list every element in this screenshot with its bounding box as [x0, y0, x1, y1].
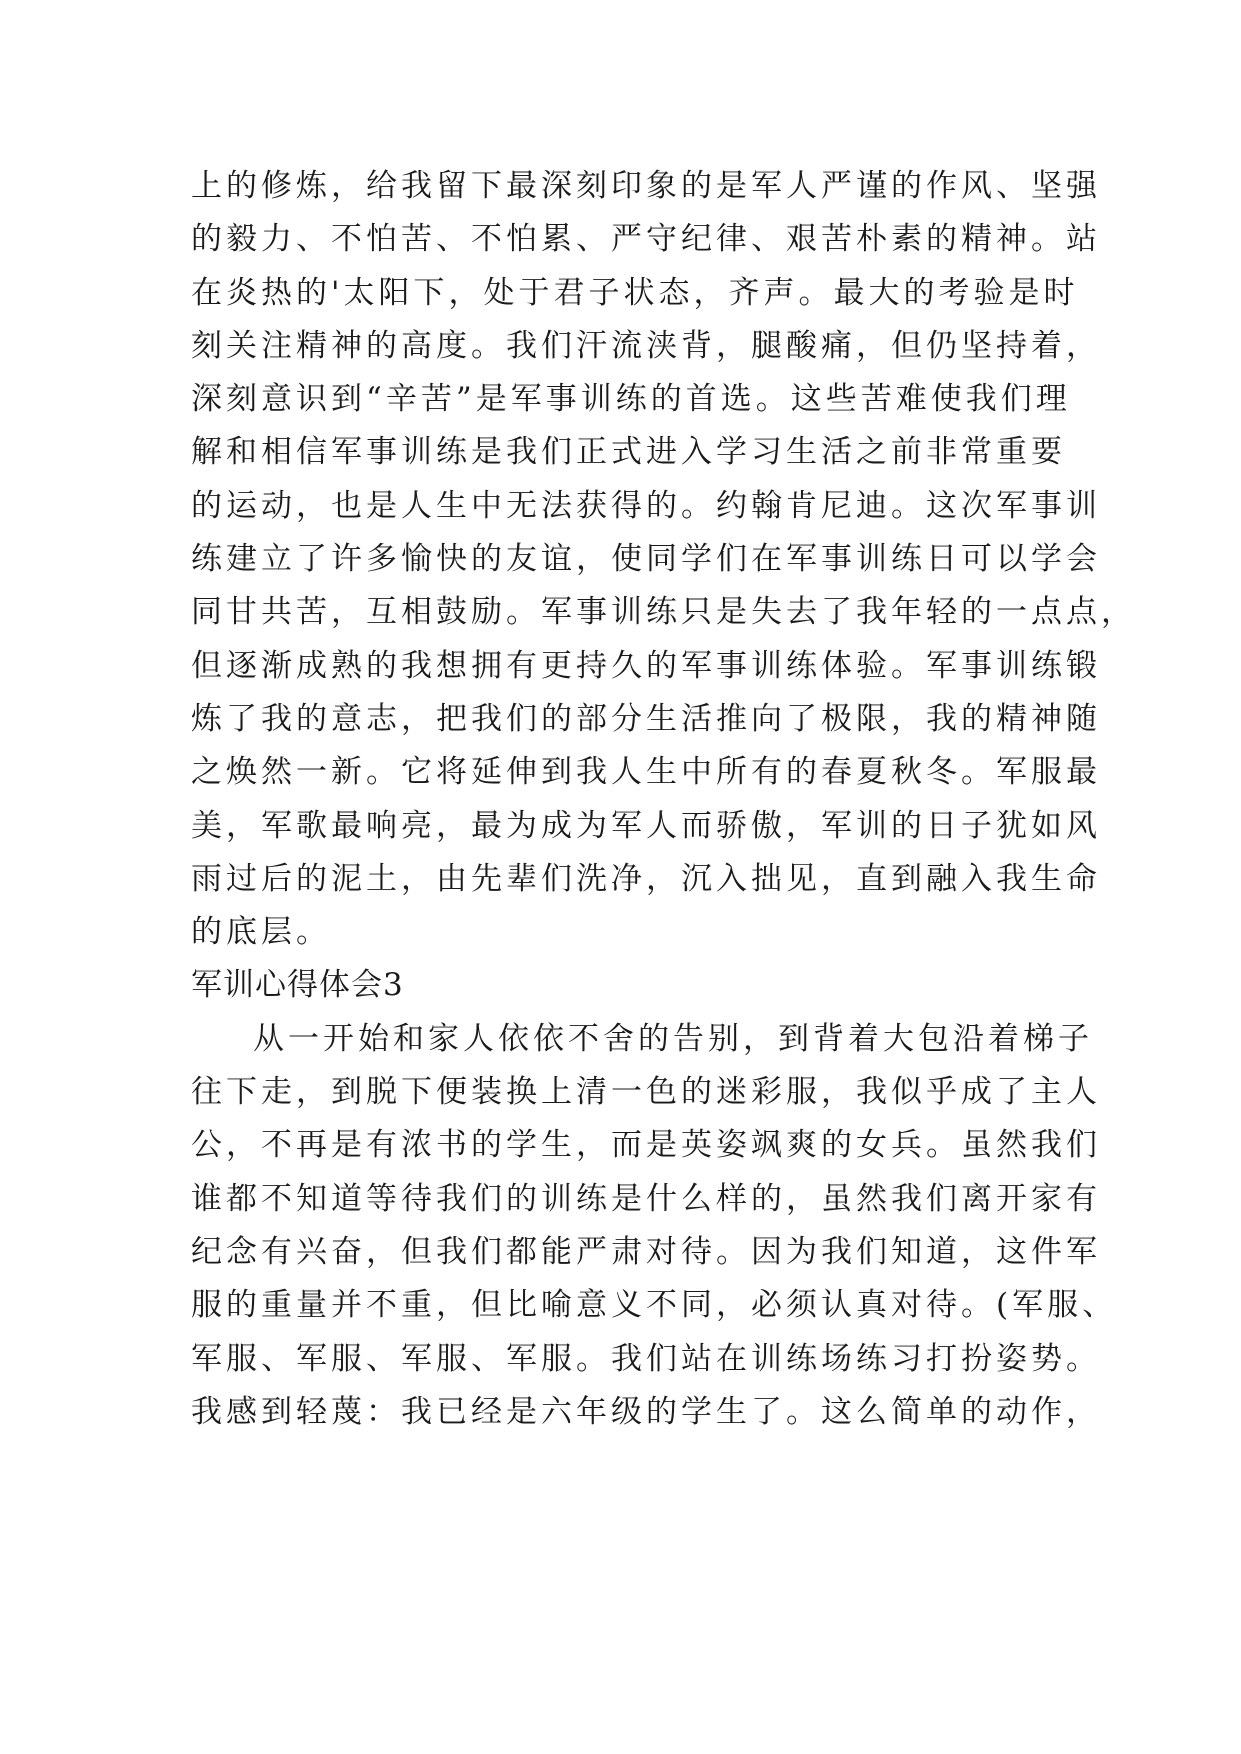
text-line: 但逐渐成熟的我想拥有更持久的军事训练体验。军事训练锻	[191, 647, 1101, 684]
text-line: 服的重量并不重，但比喻意义不同，必须认真对待。(军服、	[191, 1287, 1118, 1324]
text-line: 美，军歌最响亮，最为成为军人而骄傲，军训的日子犹如风	[191, 807, 1101, 844]
text-line: 纪念有兴奋，但我们都能严肃对待。因为我们知道，这件军	[191, 1233, 1101, 1270]
text-line: 深刻意识到“辛苦”是军事训练的首选。这些苦难使我们理	[191, 381, 1071, 418]
text-line: 雨过后的泥土，由先辈们洗净，沉入拙见，直到融入我生命	[191, 860, 1101, 897]
text-line: 公，不再是有浓书的学生，而是英姿飒爽的女兵。虽然我们	[191, 1127, 1101, 1164]
text-line: 练建立了许多愉快的友谊，使同学们在军事训练日可以学会	[191, 541, 1101, 578]
text-line: 炼了我的意志，把我们的部分生活推向了极限，我的精神随	[191, 700, 1101, 737]
text-line: 往下走，到脱下便装换上清一色的迷彩服，我似乎成了主人	[191, 1074, 1101, 1111]
text-line: 之焕然一新。它将延伸到我人生中所有的春夏秋冬。军服最	[191, 754, 1101, 791]
text-line: 的底层。	[191, 914, 331, 951]
text-line: 的毅力、不怕苦、不怕累、严守纪律、艰苦朴素的精神。站	[191, 221, 1101, 258]
text-line: 谁都不知道等待我们的训练是什么样的，虽然我们离开家有	[191, 1180, 1101, 1217]
text-line: 同甘共苦，互相鼓励。军事训练只是失去了我年轻的一点点，	[191, 594, 1136, 631]
text-line: 从一开始和家人依依不舍的告别，到背着大包沿着梯子	[253, 1020, 1093, 1057]
body-text	[191, 160, 1136, 1439]
text-line: 刻关注精神的高度。我们汗流浃背，腿酸痛，但仍坚持着，	[191, 327, 1101, 364]
text-line: 的运动，也是人生中无法获得的。约翰肯尼迪。这次军事训	[191, 487, 1101, 524]
text-line: 在炎热的'太阳下，处于君子状态，齐声。最大的考验是时	[191, 274, 1079, 311]
text-line: 解和相信军事训练是我们正式进入学习生活之前非常重要	[191, 434, 1066, 471]
text-line: 我感到轻蔑：我已经是六年级的学生了。这么简单的动作，	[191, 1393, 1101, 1430]
text-line: 上的修炼，给我留下最深刻印象的是军人严谨的作风、坚强	[191, 168, 1101, 204]
section-heading: 军训心得体会3	[191, 967, 404, 1004]
text-line: 军服、军服、军服、军服。我们站在训练场练习打扮姿势。	[191, 1340, 1101, 1377]
